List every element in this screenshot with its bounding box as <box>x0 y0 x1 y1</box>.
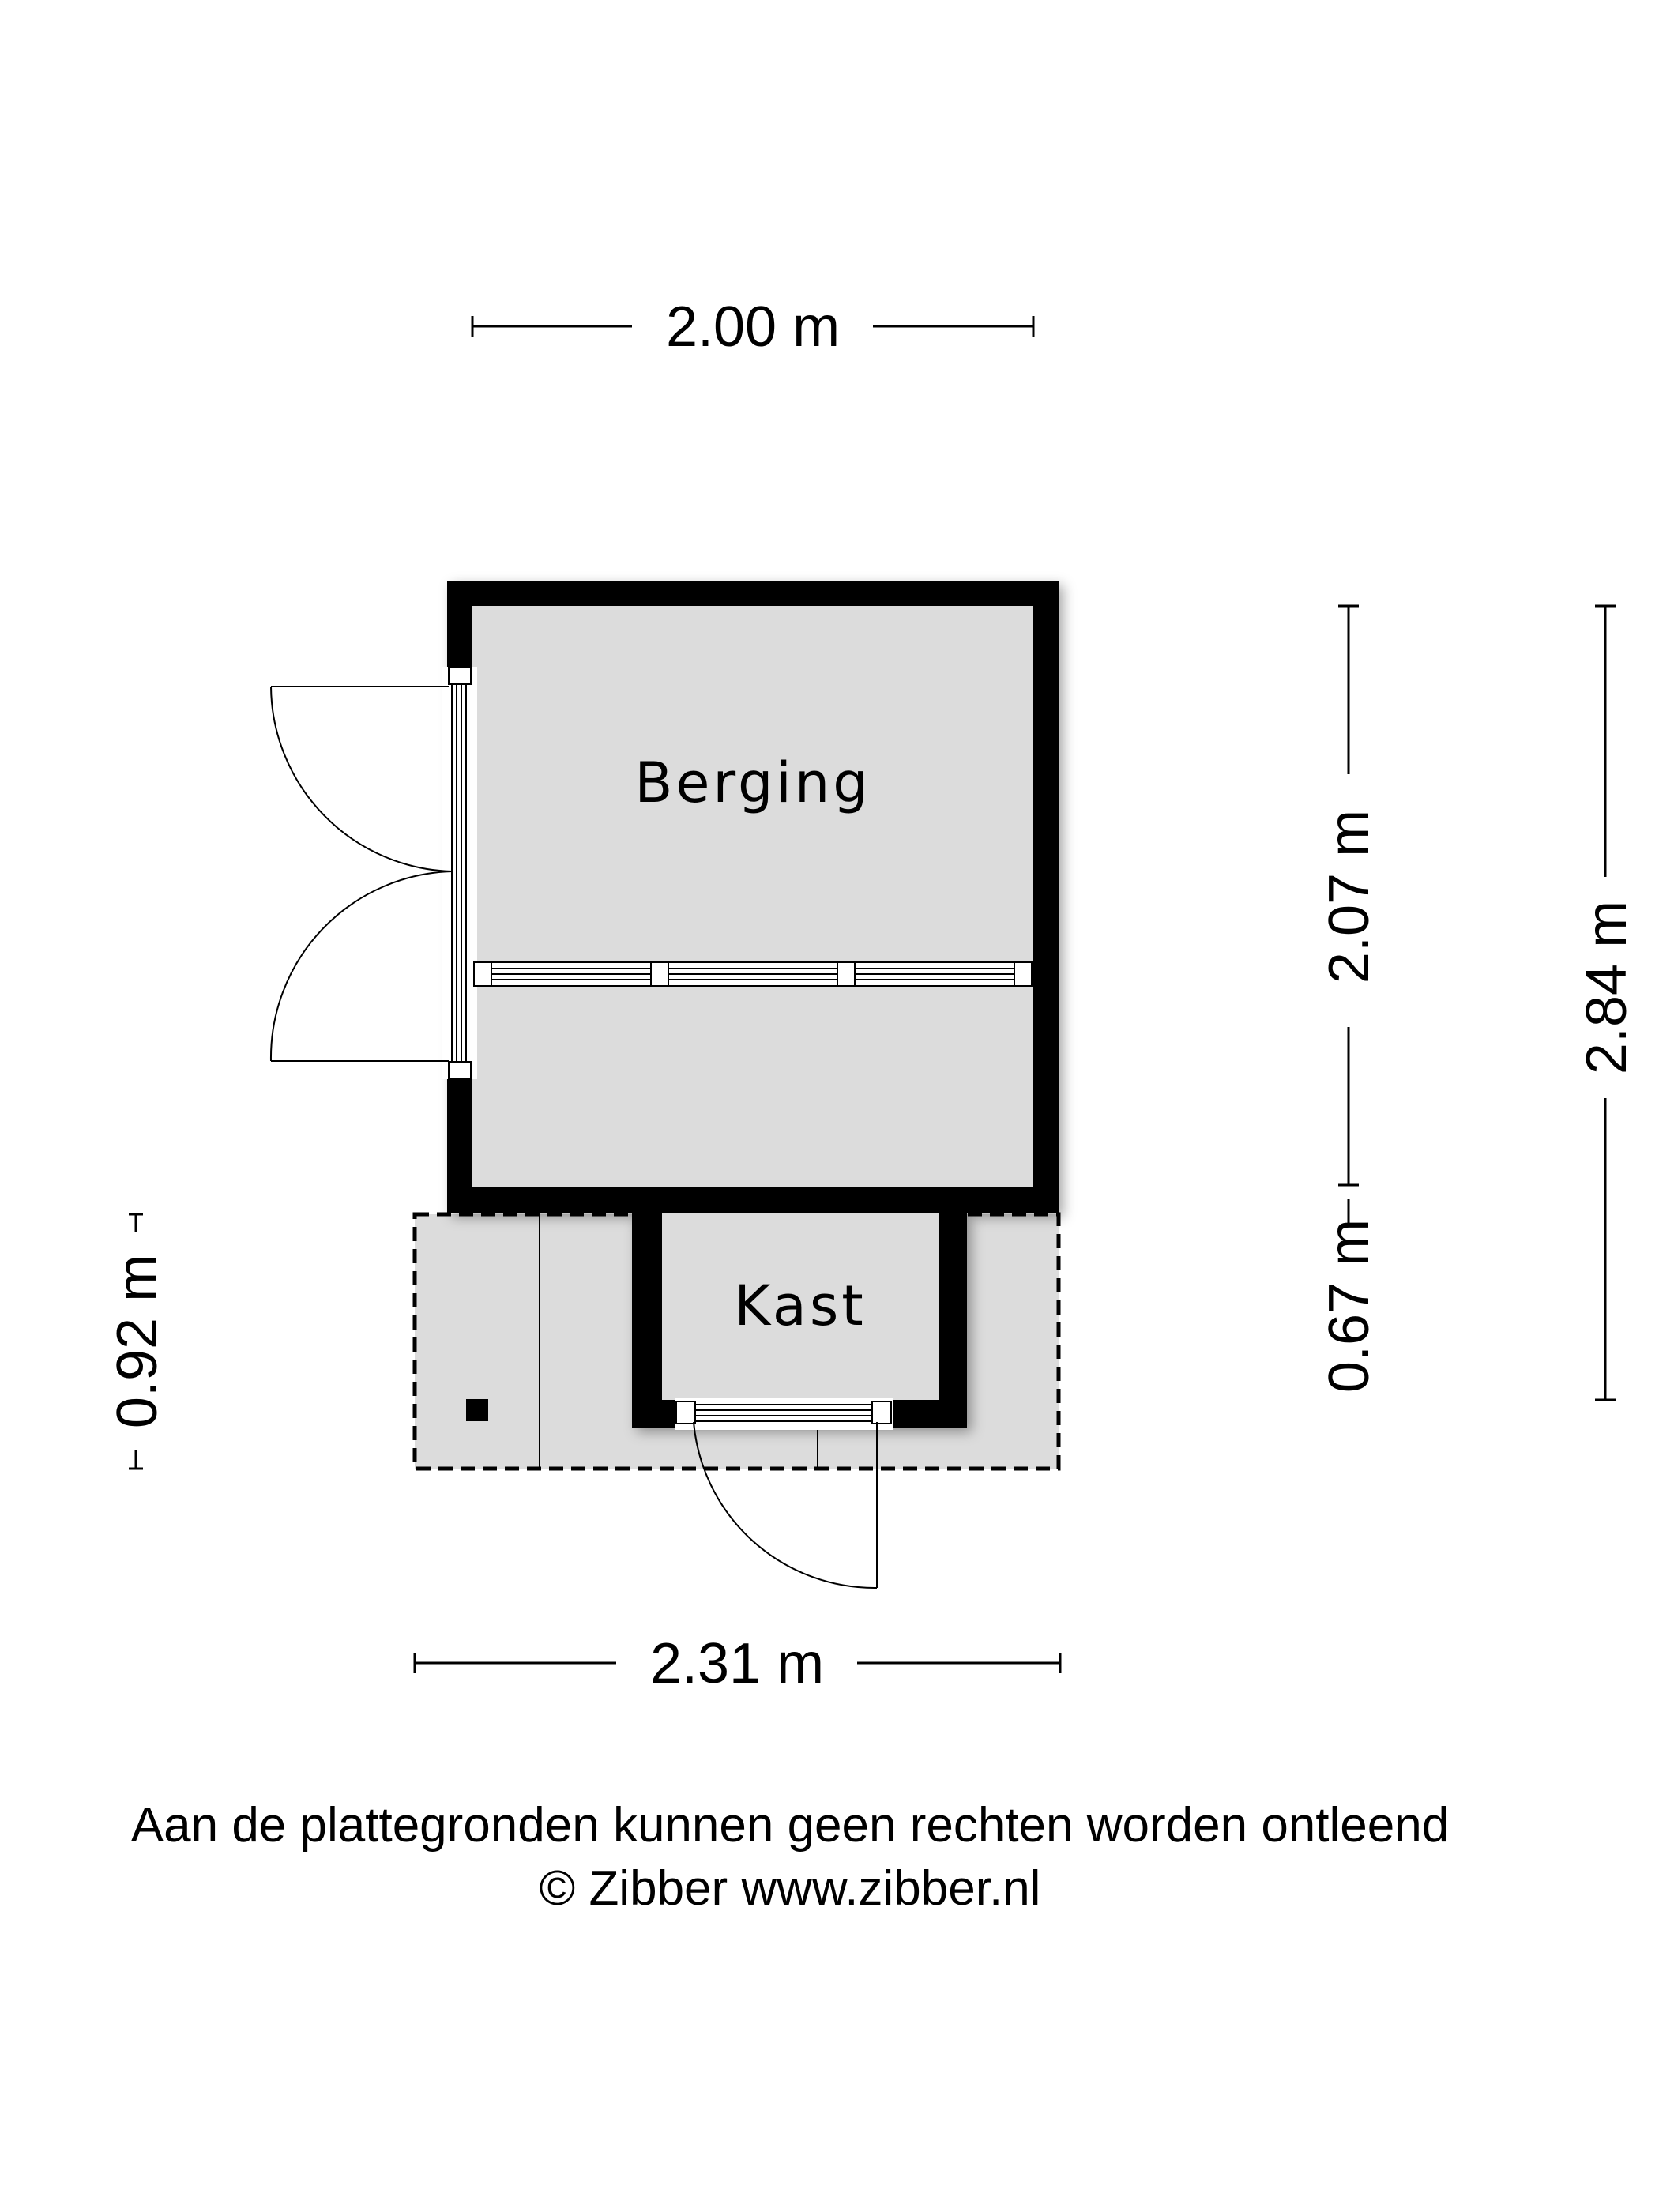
dimension-label-left: 0.92 m <box>106 1254 169 1429</box>
footer-disclaimer: Aan de plattegronden kunnen geen rechten worden ontleend <box>130 1798 1450 1853</box>
dimension-label-right-lower: 0.67 m <box>1318 1218 1381 1394</box>
double-door-swing <box>271 687 452 1061</box>
shelf-rail <box>474 962 1032 986</box>
footer-copyright: © Zibber www.zibber.nl <box>539 1861 1041 1916</box>
dimension-label-top: 2.00 m <box>665 295 841 359</box>
room-label-berging: Berging <box>634 750 871 815</box>
dimension-label-right-upper: 2.07 m <box>1318 809 1381 984</box>
dimension-label-right-total: 2.84 m <box>1575 900 1638 1075</box>
dimension-label-bottom: 2.31 m <box>649 1632 825 1695</box>
room-label-kast: Kast <box>734 1273 867 1338</box>
berging-floor <box>472 606 1033 1187</box>
drain-icon <box>466 1399 488 1421</box>
